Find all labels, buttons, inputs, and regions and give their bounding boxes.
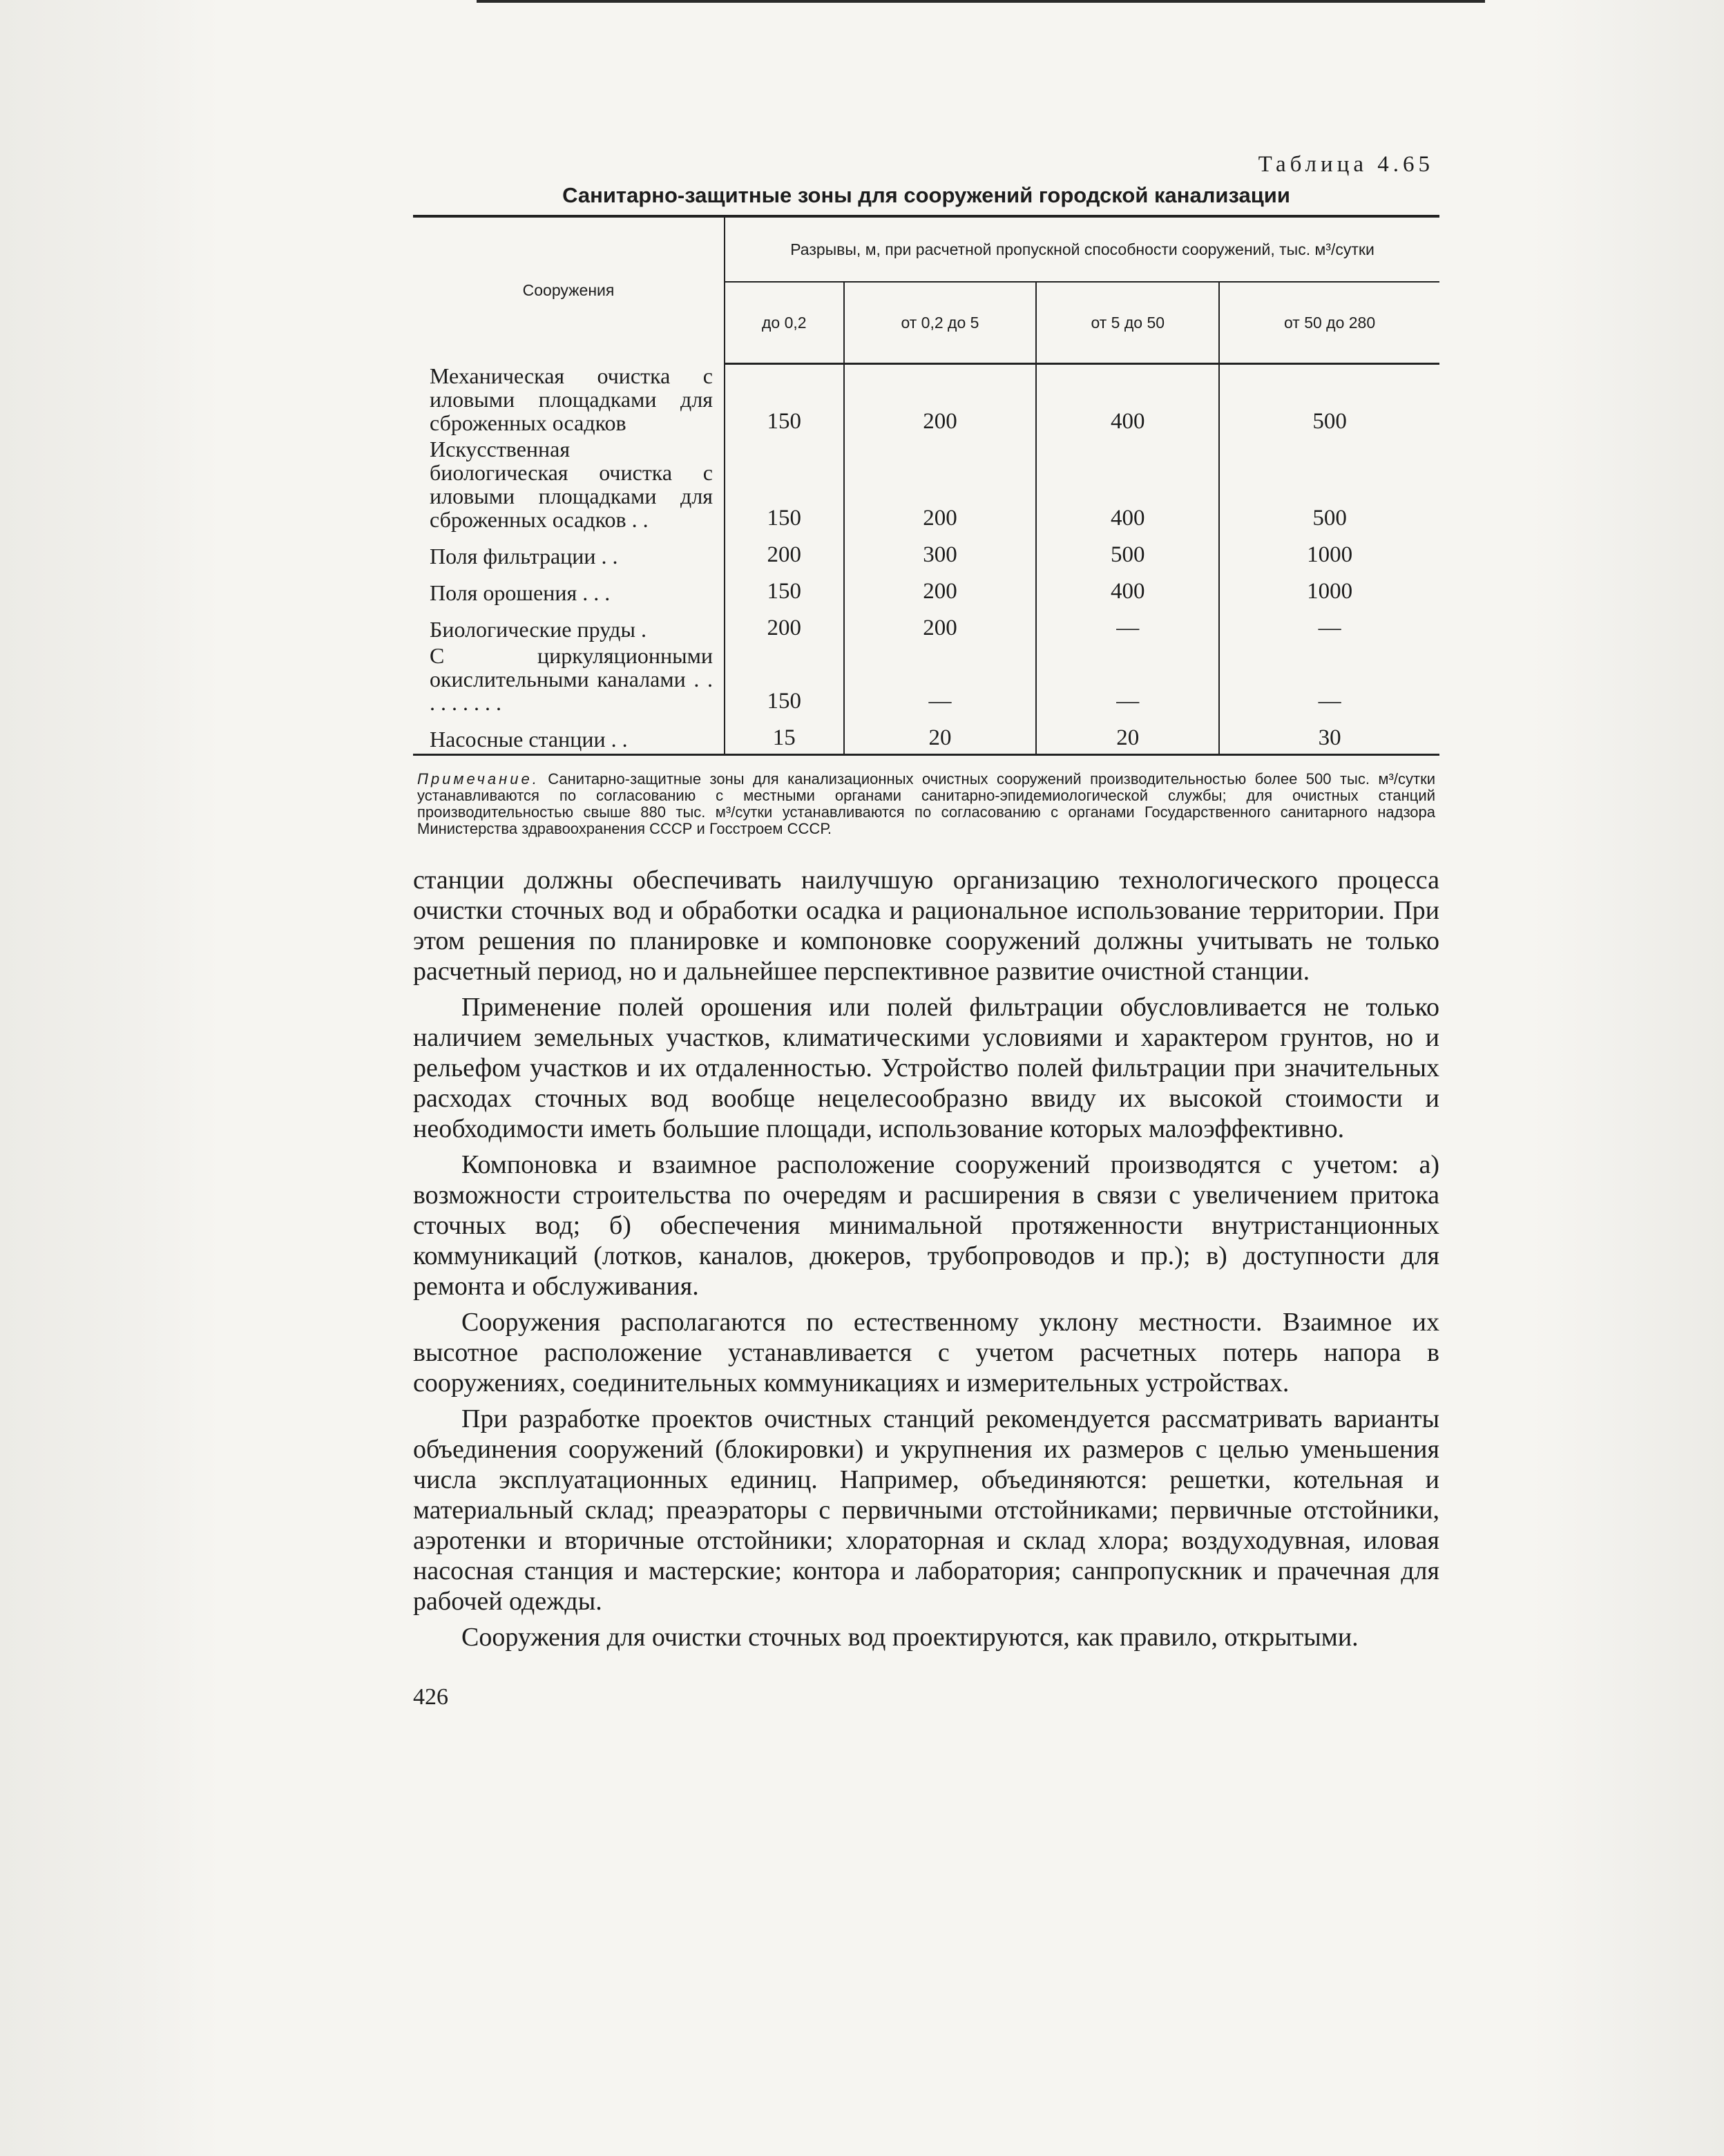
- row-name: Поля фильтрации . .: [413, 534, 725, 571]
- table-row: [413, 571, 1439, 607]
- scan-margin-right: [1531, 0, 1724, 2156]
- cell-value: 200: [725, 607, 844, 644]
- table-row: [413, 534, 1439, 571]
- cell-value: 200: [844, 607, 1037, 644]
- table-row: [413, 437, 1439, 534]
- row-name: Насосные станции . .: [413, 717, 725, 755]
- cell-value: 20: [1036, 717, 1219, 755]
- paragraph: При разработке проектов очистных станций рекомендуется рассматривать варианты объединения сооружений (блокировки) и укрупнения их размеров с целью уменьшения числа эксплуатационных единиц. Например, объединяются: решетки, котельная и материальный склад; преаэраторы с первичными отстойниками; первичные отстойники, аэротенки и вторичные отстойники; хлораторная и склад хлора; воздуходувная, иловая насосная станция и мастерские; контора и лаборатория; санпропускник и прачечная для рабочей одежды.: [413, 1404, 1439, 1616]
- cell-value: 200: [844, 437, 1037, 534]
- paragraph: Сооружения располагаются по естественному уклону местности. Взаимное их высотное расположение устанавливается с учетом расчетных потерь напора в сооружениях, соединительных коммуникациях и измерительных устройствах.: [413, 1307, 1439, 1397]
- cell-value: 500: [1036, 534, 1219, 571]
- paragraph: Сооружения для очистки сточных вод проектируются, как правило, открытыми.: [461, 1622, 1359, 1652]
- cell-value: 150: [725, 364, 844, 437]
- table-label: Таблица 4.65: [1258, 152, 1434, 177]
- header-col-1: до 0,2: [725, 282, 844, 364]
- cell-value: 150: [725, 437, 844, 534]
- note-label: Примечание.: [417, 770, 539, 788]
- scan-margin-left: [0, 0, 221, 2156]
- table-row: [413, 644, 1439, 717]
- cell-value: 400: [1036, 571, 1219, 607]
- row-name: Механическая очистка с иловыми площадками для сброженных осадков: [413, 364, 725, 437]
- cell-value: 400: [1036, 437, 1219, 534]
- table-note: [413, 771, 1439, 837]
- cell-value: 1000: [1307, 542, 1353, 567]
- cell-value: —: [1318, 615, 1341, 640]
- cell-value: 500: [1312, 505, 1347, 531]
- body-text: [413, 865, 1439, 1652]
- table-row: [413, 607, 1439, 644]
- cell-value: 400: [1036, 364, 1219, 437]
- cell-value: 500: [1312, 408, 1347, 434]
- cell-value: 150: [725, 571, 844, 607]
- cell-value: 15: [725, 717, 844, 755]
- row-name: Поля орошения . . .: [413, 571, 725, 607]
- cell-value: 200: [844, 364, 1037, 437]
- table-row: [413, 717, 1439, 755]
- cell-value: 200: [844, 571, 1037, 607]
- cell-value: 150: [725, 644, 844, 717]
- book-page: [413, 152, 1439, 1710]
- note-text: Санитарно-защитные зоны для канализационных очистных сооружений производительностью более 500 тыс. м³/сутки устанавливаются по согласованию с местными органами санитарно-эпидемиологической службы; для очистных станций производительностью свыше 880 тыс. м³/сутки устанавливаются по согласованию с органами Государственного санитарного надзора Министерства здравоохранения СССР и Госстроем СССР.: [417, 770, 1435, 837]
- cell-value: —: [844, 644, 1037, 717]
- header-col-2: от 0,2 до 5: [844, 282, 1037, 364]
- cell-value: 200: [725, 534, 844, 571]
- cell-value: 300: [844, 534, 1037, 571]
- paragraph: Компоновка и взаимное расположение сооружений производятся с учетом: а) возможности строительства по очередям и расширения в связи с увеличением притока сточных вод; б) обеспечения минимальной протяженности внутристанционных коммуникаций (лотков, каналов, дюкеров, трубопроводов и пр.); в) доступности для ремонта и обслуживания.: [413, 1149, 1439, 1301]
- cell-value: 30: [1318, 725, 1341, 750]
- cell-value: —: [1318, 688, 1341, 714]
- sanitary-zones-table: [413, 215, 1439, 756]
- header-col-4: от 50 до 280: [1219, 282, 1439, 364]
- cell-value: 20: [844, 717, 1037, 755]
- cell-value: 1000: [1307, 578, 1353, 604]
- top-rule: [477, 0, 1485, 3]
- cell-value: —: [1036, 644, 1219, 717]
- row-name: Искусственная биологическая очистка с иловыми площадками для сброженных осадков . .: [413, 437, 725, 534]
- paragraph: станции должны обеспечивать наилучшую организацию технологического процесса очистки сточных вод и обработки осадка и рациональное использование территории. При этом решения по планировке и компоновке сооружений должны учитывать не только расчетный период, но и дальнейшее перспективное развитие очистной станции.: [413, 865, 1439, 986]
- row-name: С циркуляционными окислительными каналами . . . . . . . . .: [413, 644, 725, 717]
- cell-value: —: [1036, 607, 1219, 644]
- page-number: 426: [413, 1683, 448, 1710]
- header-structures: Сооружения: [413, 216, 725, 364]
- paragraph: Применение полей орошения или полей фильтрации обусловливается не только наличием земельных участков, климатическими условиями и характером грунтов, но и рельефом участков и их отдаленностью. Устройство полей фильтрации при значительных расходах сточных вод вообще нецелесообразно ввиду их высокой стоимости и необходимости иметь большие площади, использование которых малоэффективно.: [413, 992, 1439, 1143]
- row-name: Биологические пруды .: [413, 607, 725, 644]
- header-distance-group: Разрывы, м, при расчетной пропускной способности сооружений, тыс. м³/сутки: [725, 216, 1439, 282]
- table-row: [413, 364, 1439, 437]
- table-title: Санитарно-защитные зоны для сооружений городской канализации: [562, 183, 1290, 207]
- header-col-3: от 5 до 50: [1036, 282, 1219, 364]
